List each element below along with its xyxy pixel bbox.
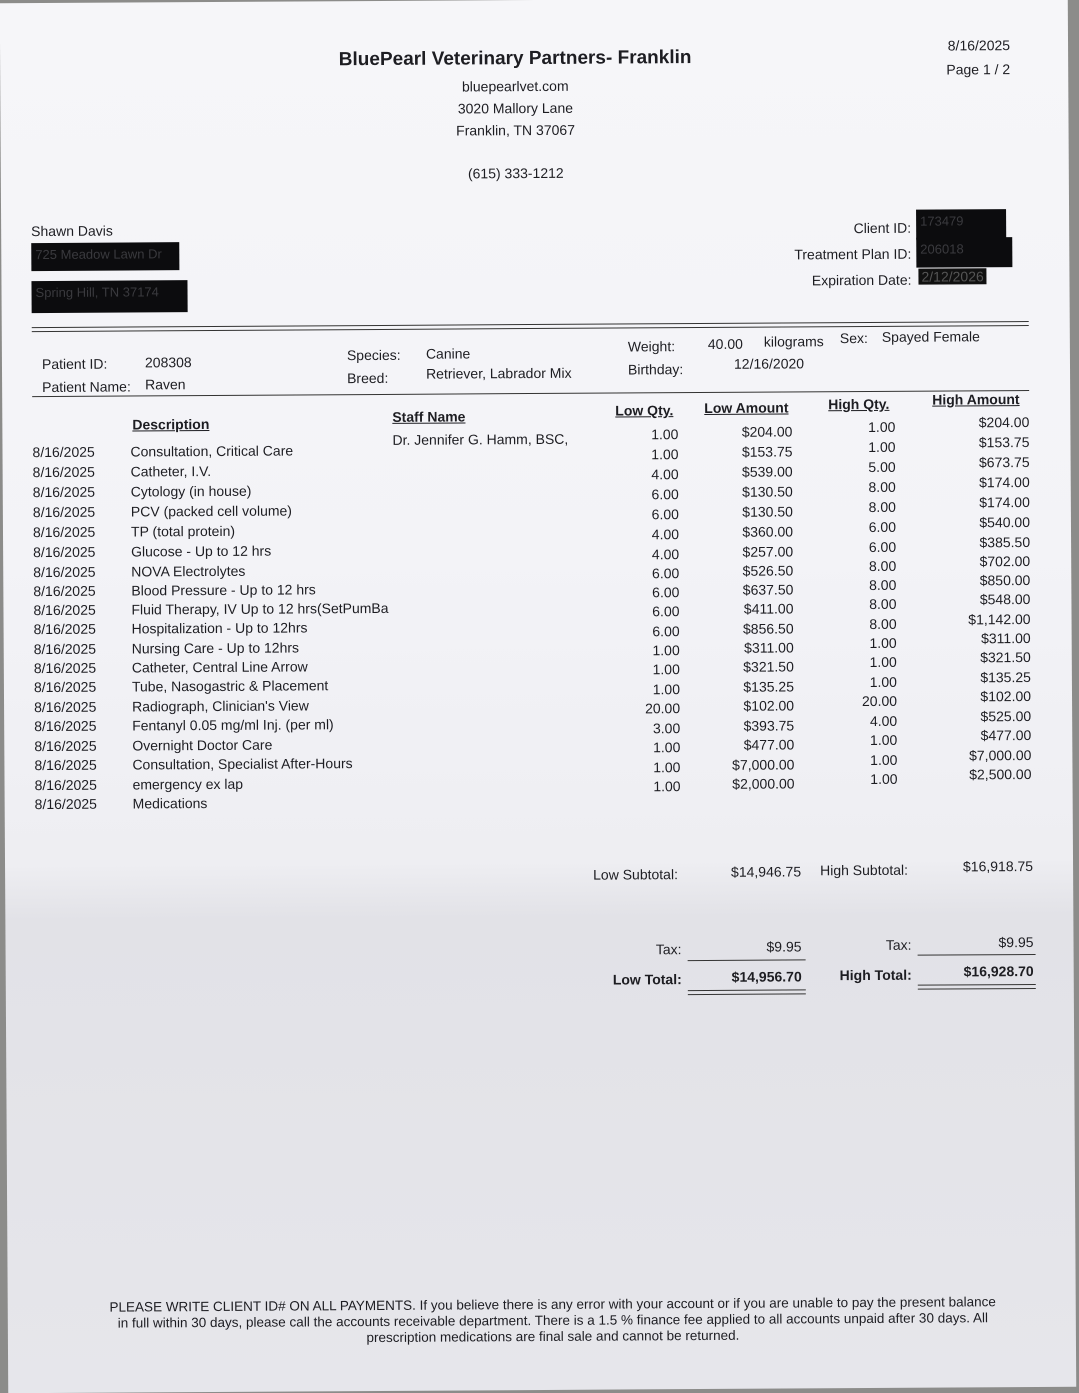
row-high-amount: $850.00: [979, 571, 1031, 589]
staff-name: Dr. Jennifer G. Hamm, BSC,: [392, 430, 569, 448]
row-low-amount: $393.75: [743, 717, 795, 734]
practice-website: bluepearlvet.com: [461, 77, 569, 95]
low-subtotal-label: Low Subtotal:: [593, 866, 678, 883]
row-low-qty: 6.00: [652, 584, 680, 601]
patient-id-label: Patient ID:: [41, 355, 108, 373]
row-high-amount: $153.75: [978, 433, 1030, 451]
row-low-amount: $153.75: [741, 443, 793, 460]
practice-address-line2: Franklin, TN 37067: [456, 121, 576, 139]
practice-address-line1: 3020 Mallory Lane: [457, 99, 574, 117]
row-date: 8/16/2025: [34, 776, 97, 794]
practice-phone: (615) 333-1212: [467, 164, 564, 182]
row-low-qty: 4.00: [651, 526, 680, 543]
row-high-amount: $7,000.00: [969, 746, 1032, 764]
row-low-qty: 4.00: [651, 466, 679, 483]
row-high-amount: $174.00: [979, 493, 1030, 511]
row-low-amount: $637.50: [742, 581, 794, 598]
low-total: $14,956.70: [731, 968, 802, 985]
low-tax-label: Tax:: [655, 941, 682, 958]
row-low-amount: $130.50: [742, 503, 793, 520]
row-high-amount: $135.25: [980, 668, 1031, 686]
header-high-qty: High Qty.: [828, 395, 890, 413]
row-high-qty: 1.00: [869, 731, 898, 748]
low-total-double-rule: [688, 989, 806, 995]
row-date: 8/16/2025: [34, 737, 97, 755]
sex-label: Sex:: [839, 329, 868, 347]
row-date: 8/16/2025: [33, 659, 97, 677]
breed: Retriever, Labrador Mix: [425, 364, 572, 382]
high-total-label: High Total:: [839, 966, 912, 984]
treatment-plan-id-redacted: 206018: [916, 237, 1012, 268]
row-low-amount: $360.00: [742, 523, 794, 540]
row-description: Consultation, Critical Care: [130, 442, 294, 460]
patient-top-rule: [32, 321, 1029, 332]
row-description: Blood Pressure - Up to 12 hrs: [131, 581, 316, 599]
row-low-qty: 1.00: [652, 681, 681, 698]
row-low-qty: 6.00: [651, 486, 679, 503]
weight-label: Weight:: [627, 338, 676, 355]
row-high-amount: $540.00: [979, 513, 1031, 531]
row-low-amount: $135.25: [743, 678, 795, 695]
row-description: Fentanyl 0.05 mg/ml Inj. (per ml): [132, 716, 334, 734]
row-low-amount: $526.50: [742, 562, 794, 579]
high-total: $16,928.70: [963, 962, 1034, 980]
treatment-plan-label: Treatment Plan ID:: [794, 245, 912, 263]
page-number: Page 1 / 2: [946, 61, 1011, 78]
row-description: Nursing Care - Up to 12hrs: [131, 639, 300, 657]
client-address-line1-redacted: 725 Meadow Lawn Dr: [31, 242, 179, 271]
row-date: 8/16/2025: [34, 795, 98, 813]
row-high-qty: 6.00: [868, 538, 897, 555]
row-date: 8/16/2025: [33, 543, 96, 561]
row-date: 8/16/2025: [32, 523, 96, 541]
row-low-amount: $102.00: [743, 697, 795, 714]
row-high-qty: 8.00: [869, 595, 897, 612]
row-date: 8/16/2025: [34, 717, 97, 735]
row-high-qty: 1.00: [868, 438, 896, 455]
document-date: 8/16/2025: [947, 37, 1011, 54]
low-tax: $9.95: [766, 938, 802, 955]
species: Canine: [425, 345, 471, 362]
row-description: emergency ex lap: [132, 775, 244, 793]
row-high-amount: $321.50: [980, 648, 1031, 666]
row-date: 8/16/2025: [34, 756, 97, 774]
low-total-label: Low Total:: [612, 971, 682, 988]
high-tax-rule: [918, 954, 1036, 956]
row-date: 8/16/2025: [32, 443, 95, 461]
practice-name: BluePearl Veterinary Partners- Franklin: [338, 47, 692, 71]
high-tax-label: Tax:: [885, 936, 912, 953]
row-high-amount: $1,142.00: [968, 610, 1031, 628]
row-high-amount: $673.75: [978, 453, 1030, 471]
header-high-amount: High Amount: [932, 391, 1020, 408]
header-description: Description: [132, 416, 210, 433]
row-high-amount: $548.00: [979, 590, 1031, 608]
row-high-qty: 6.00: [868, 518, 897, 535]
row-high-qty: 1.00: [869, 634, 897, 651]
breed-label: Breed:: [347, 369, 389, 387]
row-date: 8/16/2025: [33, 601, 96, 619]
row-high-qty: 8.00: [869, 576, 897, 593]
row-description: Consultation, Specialist After-Hours: [132, 755, 353, 773]
row-low-amount: $311.00: [744, 639, 794, 656]
patient-id: 208308: [144, 354, 192, 371]
row-date: 8/16/2025: [33, 582, 96, 600]
row-high-qty: 8.00: [868, 498, 896, 515]
weight-unit: kilograms: [763, 333, 824, 350]
row-high-qty: 1.00: [870, 770, 898, 787]
row-low-qty: 6.00: [652, 623, 680, 640]
row-low-amount: $2,000.00: [732, 775, 795, 792]
birthday: 12/16/2020: [733, 355, 805, 372]
row-date: 8/16/2025: [33, 563, 96, 581]
header-low-qty: Low Qty.: [615, 402, 674, 419]
row-date: 8/16/2025: [34, 698, 97, 716]
row-date: 8/16/2025: [33, 678, 97, 696]
row-low-amount: $856.50: [742, 620, 794, 637]
row-low-amount: $257.00: [742, 543, 794, 560]
row-description: Fluid Therapy, IV Up to 12 hrs(SetPumBa: [131, 599, 389, 618]
row-high-amount: $102.00: [980, 687, 1032, 705]
expiration-date: 2/12/2026: [918, 268, 986, 284]
row-high-qty: 4.00: [869, 712, 898, 729]
row-high-qty: 1.00: [868, 418, 896, 435]
high-tax: $9.95: [998, 933, 1034, 951]
row-description: NOVA Electrolytes: [131, 562, 246, 580]
row-low-qty: 1.00: [653, 739, 681, 756]
row-high-qty: 8.00: [868, 478, 896, 495]
header-low-amount: Low Amount: [704, 399, 789, 416]
low-subtotal: $14,946.75: [730, 863, 802, 880]
row-low-qty: 6.00: [652, 603, 680, 620]
row-high-qty: 1.00: [869, 673, 897, 690]
row-description: Medications: [132, 795, 208, 812]
row-low-qty: 3.00: [652, 720, 681, 737]
row-high-qty: 20.00: [861, 692, 898, 710]
row-low-amount: $7,000.00: [732, 756, 795, 773]
row-low-qty: 1.00: [651, 446, 679, 463]
row-description: Catheter, Central Line Arrow: [131, 658, 308, 676]
row-low-qty: 4.00: [651, 546, 680, 563]
row-low-qty: 1.00: [651, 426, 679, 443]
row-low-amount: $411.00: [743, 600, 794, 617]
species-label: Species:: [346, 346, 401, 364]
high-subtotal-label: High Subtotal:: [820, 861, 909, 879]
payment-notice: PLEASE WRITE CLIENT ID# ON ALL PAYMENTS. If you believe there is any error with your account or if you are unable to pay the present balance in full within 30 days, please call the accounts receivable department. There is a 1.5 % finance fee applied to all accounts unpaid after 30 days. All prescription medications are final sale and cannot be returned.: [109, 1294, 996, 1346]
sex: Spayed Female: [881, 328, 980, 345]
row-description: Overnight Doctor Care: [132, 736, 273, 754]
row-low-qty: 6.00: [651, 565, 680, 582]
patient-name-label: Patient Name:: [42, 378, 131, 396]
row-date: 8/16/2025: [33, 620, 96, 638]
row-description: Radiograph, Clinician's View: [132, 697, 309, 715]
row-high-amount: $311.00: [981, 629, 1031, 647]
row-low-qty: 20.00: [644, 700, 681, 717]
row-low-qty: 1.00: [653, 759, 681, 776]
client-address-line2-redacted: Spring Hill, TN 37174: [31, 280, 187, 313]
header-staff-name: Staff Name: [392, 408, 466, 425]
row-low-amount: $477.00: [743, 736, 795, 753]
patient-name: Raven: [145, 376, 186, 393]
row-high-qty: 1.00: [870, 751, 898, 768]
row-description: TP (total protein): [130, 522, 236, 540]
row-date: 8/16/2025: [32, 483, 96, 501]
client-name: Shawn Davis: [31, 222, 113, 240]
client-id-label: Client ID:: [853, 219, 912, 237]
row-high-qty: 8.00: [869, 615, 897, 632]
row-high-qty: 8.00: [868, 557, 897, 574]
row-low-qty: 1.00: [653, 778, 681, 795]
row-high-amount: $525.00: [980, 707, 1032, 725]
row-description: Hospitalization - Up to 12hrs: [131, 619, 308, 637]
row-high-amount: $2,500.00: [969, 765, 1032, 783]
row-description: Tube, Nasogastric & Placement: [131, 677, 329, 695]
row-high-amount: $477.00: [980, 726, 1032, 744]
row-low-qty: 1.00: [652, 642, 680, 659]
high-subtotal: $16,918.75: [962, 857, 1034, 875]
birthday-label: Birthday:: [627, 361, 684, 378]
row-low-amount: $130.50: [742, 483, 793, 500]
row-high-qty: 5.00: [868, 458, 896, 475]
row-low-qty: 1.00: [652, 661, 680, 678]
weight: 40.00: [707, 335, 743, 352]
row-date: 8/16/2025: [32, 463, 95, 481]
expiration-label: Expiration Date:: [811, 271, 912, 289]
row-date: 8/16/2025: [32, 503, 96, 521]
low-tax-rule: [688, 959, 806, 961]
row-description: PCV (packed cell volume): [130, 502, 292, 520]
row-high-amount: $174.00: [979, 473, 1030, 491]
row-date: 8/16/2025: [33, 640, 97, 658]
row-high-amount: $385.50: [979, 533, 1031, 551]
row-low-amount: $539.00: [741, 463, 793, 480]
row-low-amount: $204.00: [741, 423, 793, 440]
row-description: Catheter, I.V.: [130, 462, 212, 480]
row-high-qty: 1.00: [869, 653, 897, 670]
high-total-double-rule: [918, 984, 1036, 990]
row-low-qty: 6.00: [651, 506, 679, 523]
row-description: Cytology (in house): [130, 482, 252, 500]
client-id-redacted: 173479: [916, 209, 1006, 240]
row-high-amount: $204.00: [978, 413, 1030, 431]
row-low-amount: $321.50: [743, 658, 794, 675]
row-high-amount: $702.00: [979, 552, 1031, 570]
row-description: Glucose - Up to 12 hrs: [131, 542, 272, 560]
